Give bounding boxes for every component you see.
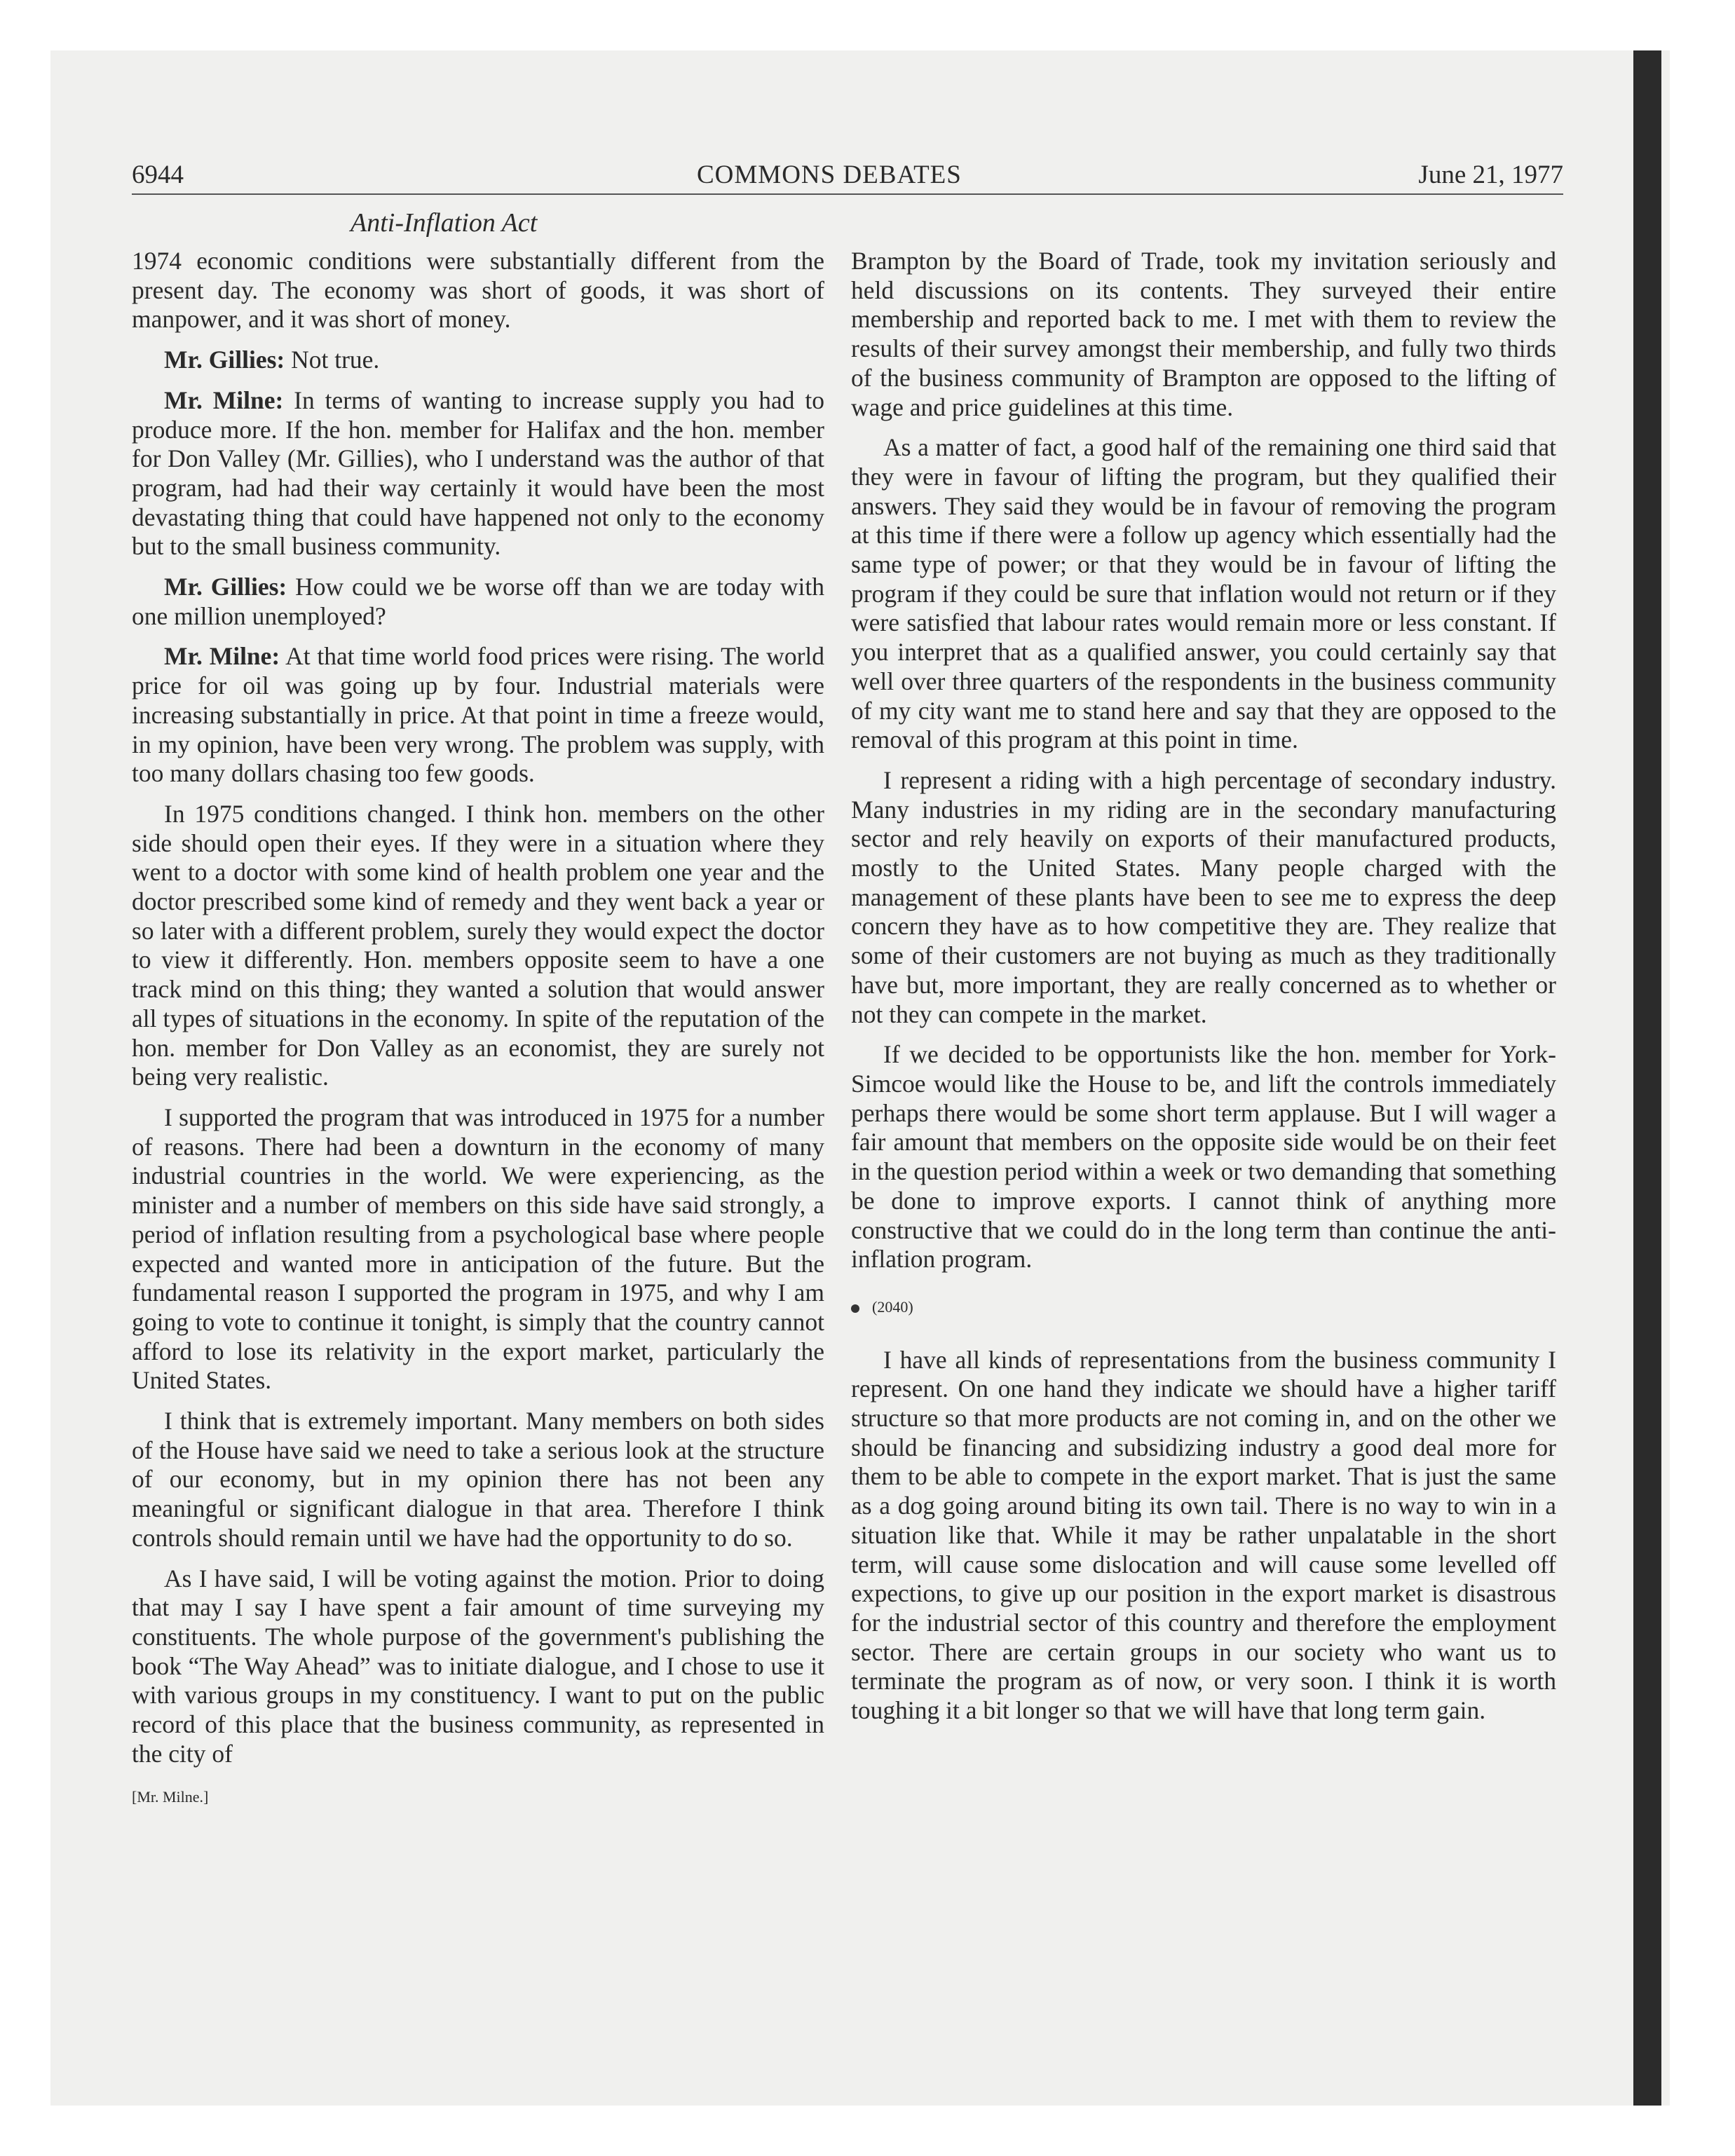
paragraph: I have all kinds of representations from the business community I represent. On one hand they indicate we should have a higher tariff structure so that more products are not coming in, and on the other we should be financing and subsidizing industry a good deal more for them to be able to compete in the export market. That is just the same as a dog going around biting its own tail. There is no way to win in a situation like that. While it may be rather unpalatable in the short term, will cause some dislocation and will cause some levelled off expections, to give up our position in the export market is disastrous for the industrial sector of this country and therefore the employment sector. There are certain groups in our society who want us to terminate the program as of now, or very soon. I think it is worth toughing it a bit longer so that we will have that long term gain. bbox=[851, 1345, 1556, 1725]
speaker-name: Mr. Milne: bbox=[164, 386, 284, 414]
time-marker-text: (2040) bbox=[872, 1297, 913, 1316]
paragraph: As a matter of fact, a good half of the remaining one third said that they were in favour of lifting the program, but they qualified their answers. They said they would be in favour of removing the program at this time if there were a follow up agency which essentially had the same type of power; or that they would be in favour of lifting the program if they could be sure that inflation would not return or if they were satisfied that labour rates would remain more or less constant. If you interpret that as a qualified answer, you could certainly say that well over three quarters of the respondents in the business community of my city want me to stand here and say that they are opposed to the removal of this program at this point in time. bbox=[851, 433, 1556, 754]
paragraph bbox=[132, 642, 824, 789]
publication-date: June 21, 1977 bbox=[1418, 161, 1563, 189]
paragraph: I represent a riding with a high percentage of secondary industry. Many industries in my riding are in the secondary manufacturing sector and rely heavily on exports of their manufactured products, mostly to the United States. Many people charged with the management of these plants have been to see me to express the deep concern they have as to how competitive they are. They realize that some of their customers are not buying as much as they traditionally have but, more important, they are really concerned as to whether or not they can compete in the market. bbox=[851, 765, 1556, 1028]
right-column bbox=[851, 247, 1556, 1737]
scan-edge-shadow bbox=[1633, 50, 1661, 2106]
paragraph bbox=[132, 573, 824, 631]
paragraph bbox=[132, 346, 824, 375]
bullet-icon bbox=[851, 1304, 859, 1313]
left-column bbox=[132, 247, 824, 1823]
paragraph: If we decided to be opportunists like the hon. member for York-Simcoe would like the House to be, and lift the controls immediately perhaps there would be some short term applause. But I will wager a fair amount that members on the opposite side would be on their feet in the question period within a week or two demanding that something be done to improve exports. I cannot think of anything more constructive that we could do in the long term than continue the anti-inflation program. bbox=[851, 1040, 1556, 1274]
paragraph: 1974 economic conditions were substantially different from the present day. The economy was short of goods, it was short of manpower, and it was short of money. bbox=[132, 247, 824, 334]
paragraph: I supported the program that was introduced in 1975 for a number of reasons. There had been a downturn in the economy of many industrial countries in the world. We were experiencing, as the minister and a number of members on this side have said strongly, a period of inflation resulting from a psychological base where people expected and wanted more in anticipation of the future. But the fundamental reason I supported the program in 1975, and why I am going to vote to continue it tonight, is simply that the country cannot afford to lose its relativity in the export market, particularly the United States. bbox=[132, 1103, 824, 1395]
publication-title: COMMONS DEBATES bbox=[697, 161, 962, 189]
speech-text: At that time world food prices were rising. The world price for oil was going up by four. Industrial materials were increasing substantially in price. At that point in time a freeze would, in my opinion, have been very wrong. The problem was supply, with too many dollars chasing too few goods. bbox=[132, 642, 824, 788]
paragraph: I think that is extremely important. Many members on both sides of the House have said we need to take a serious look at the structure of our economy, but in my opinion there has not been any meaningful or significant dialogue in that area. Therefore I think controls should remain until we have had the opportunity to do so. bbox=[132, 1407, 824, 1552]
paragraph: Brampton by the Board of Trade, took my invitation seriously and held discussions on its contents. They surveyed their entire membership and reported back to me. I met with them to review the results of their survey amongst their membership, and fully two thirds of the business community of Brampton are opposed to the lifting of wage and price guidelines at this time. bbox=[851, 247, 1556, 421]
paragraph: In 1975 conditions changed. I think hon. members on the other side should open their eyes. If they were in a situation where they went to a doctor with some kind of health problem one year and the doctor prescribed some kind of remedy and they went back a year or so later with a different problem, surely they would expect the doctor to view it differently. Hon. members opposite seem to have a one track mind on this thing; they wanted a solution that would answer all types of situations in the economy. In spite of the reputation of the hon. member for Don Valley as an economist, they are surely not being very realistic. bbox=[132, 799, 824, 1091]
speaker-name: Mr. Gillies: bbox=[164, 346, 285, 374]
speech-text: How could we be worse off than we are today with one million unemployed? bbox=[132, 573, 824, 630]
paragraph: As I have said, I will be voting against the motion. Prior to doing that may I say I have spent a fair amount of time surveying my constituents. The whole purpose of the government's publishing the book “The Way Ahead” was to initiate dialogue, and I chose to use it with various groups in my constituency. I want to put on the public record of this place that the business community, as represented in the city of bbox=[132, 1564, 824, 1768]
speech-text: In terms of wanting to increase supply you had to produce more. If the hon. member for Halifax and the hon. member for Don Valley (Mr. Gillies), who I understand was the author of that program, had had their way certainly it would have been the most devastating thing that could have happened not only to the economy but to the small business community. bbox=[132, 386, 824, 561]
page-number: 6944 bbox=[132, 161, 184, 189]
speaker-tag: [Mr. Milne.] bbox=[132, 1788, 209, 1806]
speech-text: Not true. bbox=[285, 346, 380, 374]
speaker-name: Mr. Gillies: bbox=[164, 573, 287, 601]
header-rule bbox=[132, 193, 1563, 195]
subject-heading: Anti-Inflation Act bbox=[351, 208, 538, 238]
speaker-name: Mr. Milne: bbox=[164, 642, 280, 671]
paragraph bbox=[132, 386, 824, 561]
time-marker bbox=[851, 1292, 1556, 1322]
